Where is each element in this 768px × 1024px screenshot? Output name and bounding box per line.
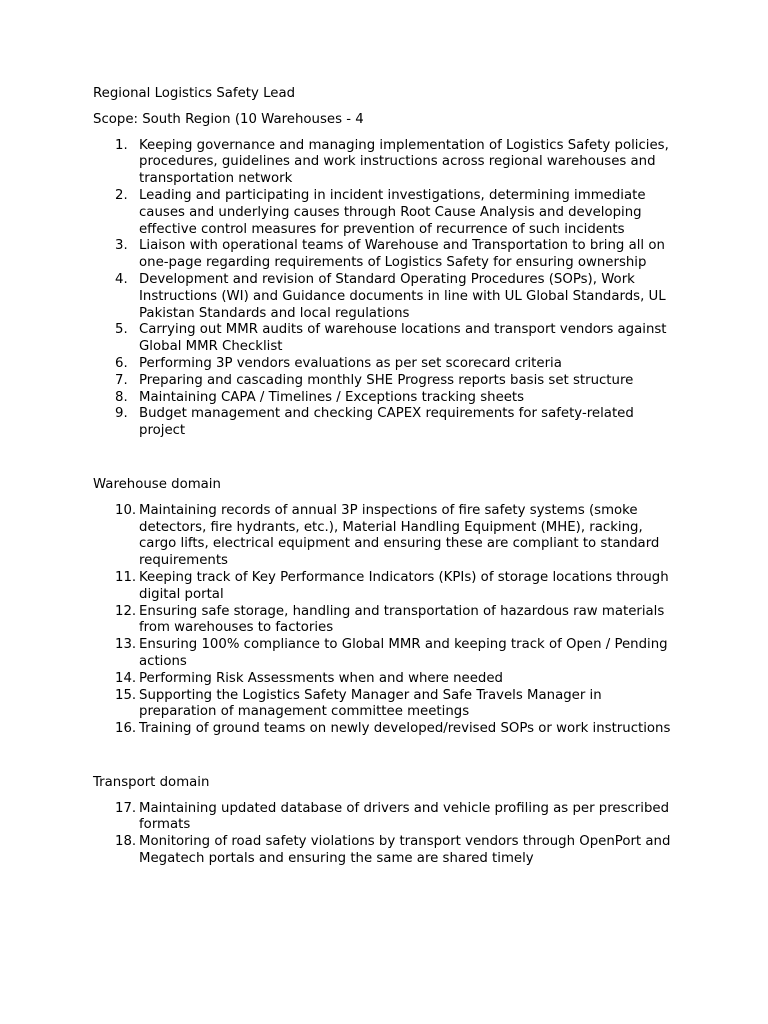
transport-responsibilities-list [93,801,683,868]
list-item-number: 11. [115,569,137,585]
list-item-text: Keeping governance and managing implementation of Logistics Safety policies, procedures, guidelines and work instructions across regional warehouses and transportation network [139,137,669,187]
list-item-number: 10. [115,502,137,518]
list-item-number: 5. [115,322,128,338]
list-item-number: 12. [115,603,137,619]
section-spacer [93,738,683,775]
list-item-text: Training of ground teams on newly developed/revised SOPs or work instructions [139,721,671,737]
list-item-number: 1. [115,137,128,153]
list-item-number: 18. [115,834,137,850]
list-item [93,390,683,407]
list-item [93,503,683,570]
list-item [93,406,683,440]
list-item-text: Leading and participating in incident investigations, determining immediate causes and underlying causes through Root Cause Analysis and developing effective control measures for prevention of recurrence of such incidents [139,187,646,237]
list-item-number: 17. [115,800,137,816]
list-item-number: 14. [115,670,137,686]
list-item-number: 6. [115,355,128,371]
list-item [93,671,683,688]
general-responsibilities-list [93,138,683,440]
warehouse-domain-heading: Warehouse domain [93,476,221,492]
list-item-number: 9. [115,406,128,422]
document-title: Regional Logistics Safety Lead [93,86,296,101]
list-item-text: Maintaining updated database of drivers and vehicle profiling as per prescribed formats [139,800,670,833]
list-item-number: 2. [115,187,128,203]
list-item [93,238,683,272]
list-item-text: Budget management and checking CAPEX requirements for safety-related project [139,406,634,439]
transport-domain-heading: Transport domain [93,774,210,790]
list-item [93,637,683,671]
list-item-text: Preparing and cascading monthly SHE Progress reports basis set structure [139,372,634,388]
list-item-number: 8. [115,389,128,405]
list-item [93,721,683,738]
list-item [93,834,683,868]
list-item [93,188,683,238]
list-item-number: 16. [115,721,137,737]
list-item-number: 3. [115,238,128,254]
list-item [93,688,683,722]
list-item-text: Supporting the Logistics Safety Manager and Safe Travels Manager in preparation of management committee meetings [139,687,602,720]
list-item-text: Ensuring safe storage, handling and transportation of hazardous raw materials from warehouses to factories [139,603,665,636]
list-item-text: Keeping track of Key Performance Indicators (KPIs) of storage locations through digital portal [139,569,669,602]
warehouse-responsibilities-list [93,503,683,738]
list-item-text: Monitoring of road safety violations by transport vendors through OpenPort and Megatech portals and ensuring the same are shared timely [139,834,671,867]
section-spacer [93,440,683,477]
list-item-number: 7. [115,372,128,388]
list-item-text: Performing Risk Assessments when and where needed [139,670,503,686]
list-item-text: Development and revision of Standard Operating Procedures (SOPs), Work Instructions (WI) and Guidance documents in line with UL Global Standards, UL Pakistan Standards and local regulations [139,271,666,321]
list-item-number: 4. [115,271,128,287]
list-item-text: Performing 3P vendors evaluations as per set scorecard criteria [139,355,562,371]
list-item [93,272,683,322]
list-item-text: Ensuring 100% compliance to Global MMR and keeping track of Open / Pending actions [139,637,668,669]
list-item-number: 13. [115,637,137,653]
document-body [93,86,683,868]
list-item-text: Carrying out MMR audits of warehouse locations and transport vendors against Global MMR Checklist [139,322,667,355]
list-item [93,570,683,604]
list-item [93,604,683,638]
list-item [93,356,683,373]
list-item [93,322,683,356]
list-item-text: Liaison with operational teams of Warehouse and Transportation to bring all on one-page regarding requirements of Logistics Safety for ensuring ownership [139,238,665,271]
list-item [93,138,683,188]
list-item-text: Maintaining records of annual 3P inspections of fire safety systems (smoke detectors, fire hydrants, etc.), Material Handling Equipment (MHE), racking, cargo lifts, electrical equipment and ensuring these are compliant to standard requirements [139,502,660,569]
list-item-number: 15. [115,687,137,703]
list-item [93,373,683,390]
list-item-text: Maintaining CAPA / Timelines / Exceptions tracking sheets [139,389,525,405]
list-item [93,801,683,835]
scope-line: Scope: South Region (10 Warehouses - 4 [93,111,364,127]
